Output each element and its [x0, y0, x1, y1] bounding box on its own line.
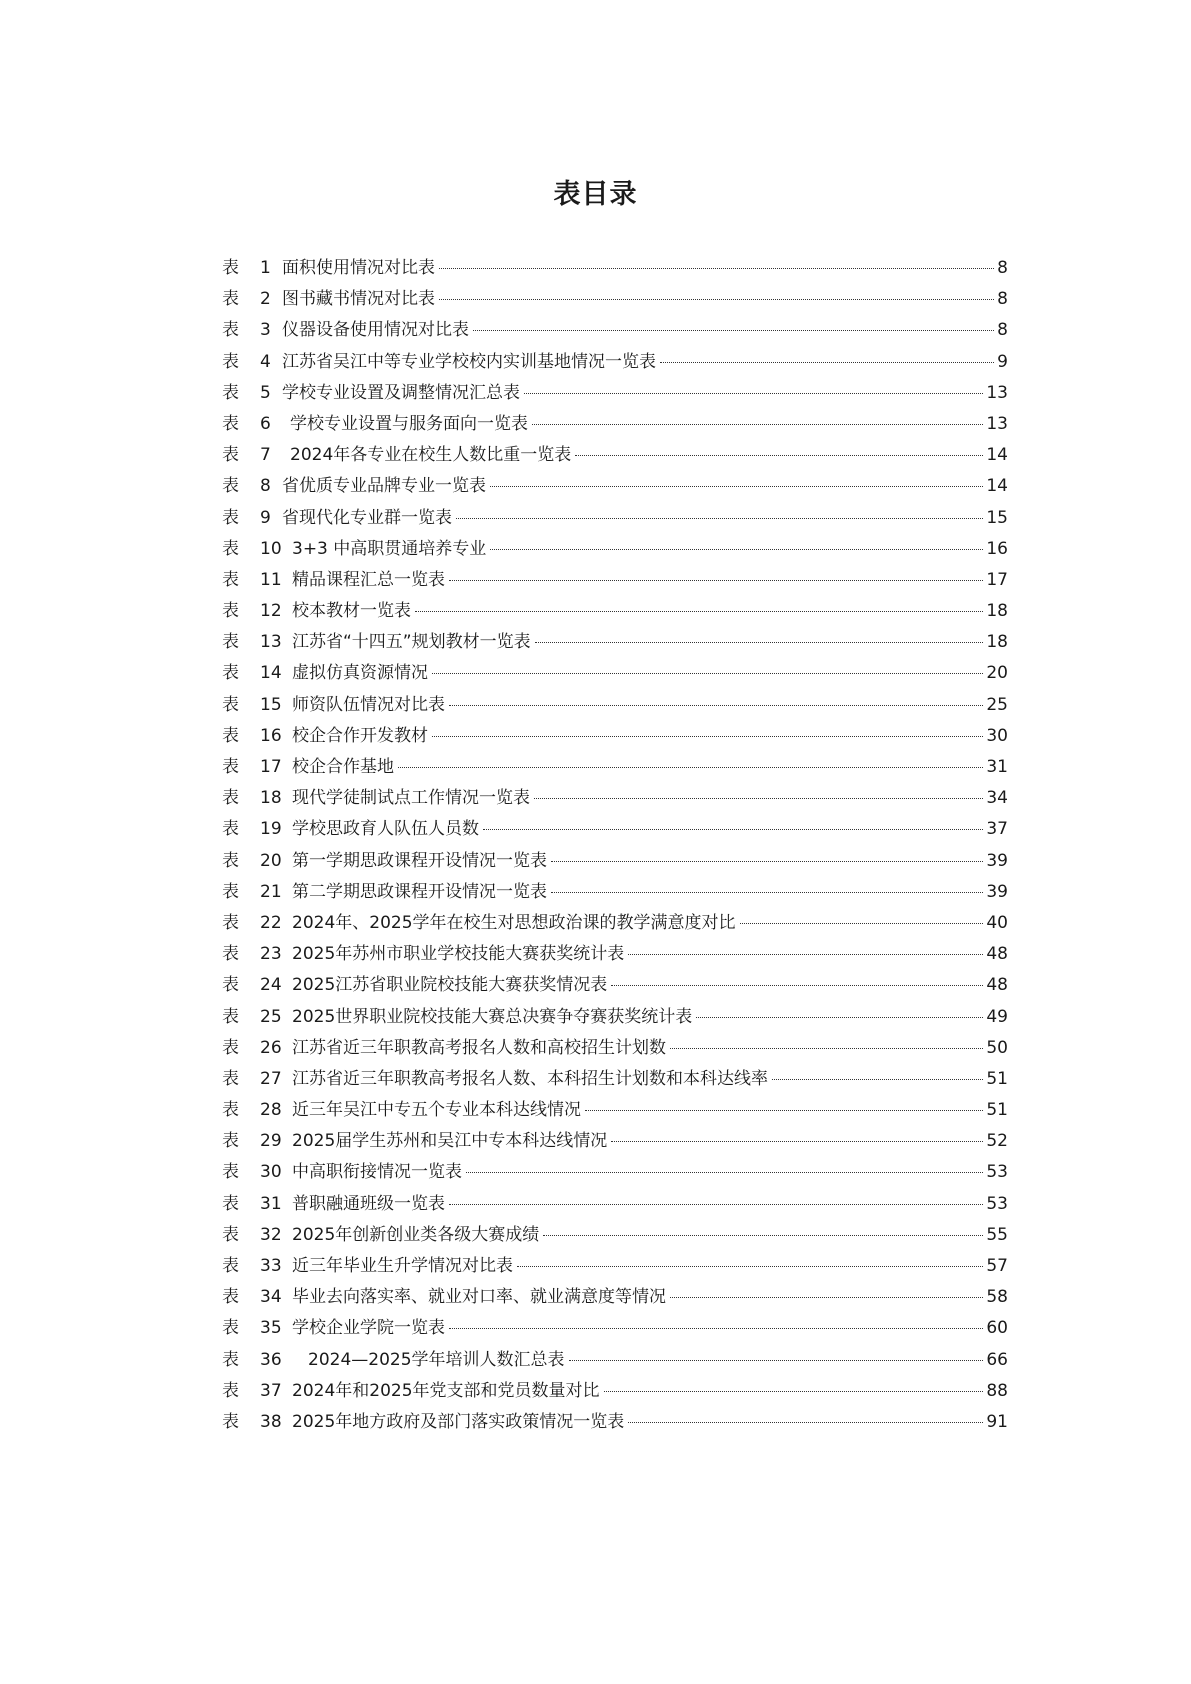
dot-leader: [772, 1079, 983, 1080]
entry-title: 师资队伍情况对比表: [292, 694, 445, 715]
dot-leader: [534, 798, 983, 799]
dot-leader: [611, 1141, 983, 1142]
entry-number: 24: [260, 975, 282, 996]
entry-label: [222, 382, 282, 404]
dot-leader: [490, 549, 983, 550]
entry-label: [222, 1224, 292, 1246]
entry-number: 32: [260, 1224, 282, 1245]
entry-prefix: 表: [222, 382, 239, 403]
entry-number: 36: [260, 1349, 282, 1370]
dot-leader: [604, 1391, 984, 1392]
entry-title: 2025江苏省职业院校技能大赛获奖情况表: [292, 975, 608, 996]
entry-title: 毕业去向落实率、就业对口率、就业满意度等情况: [292, 1287, 666, 1308]
entry-title: 面积使用情况对比表: [282, 258, 435, 278]
entry-title: 2025年地方政府及部门落实政策情况一览表: [292, 1411, 625, 1432]
dot-leader: [696, 1017, 983, 1018]
entry-label: [222, 912, 292, 934]
entry-label: [222, 1006, 292, 1028]
entry-number: 16: [260, 725, 282, 746]
entry-number: 20: [260, 850, 282, 871]
dot-leader: [660, 362, 994, 363]
entry-prefix: 表: [222, 413, 239, 434]
entry-number: 18: [260, 788, 282, 809]
entry-label: [222, 319, 282, 341]
entry-number: 22: [260, 912, 282, 933]
entry-prefix: 表: [222, 1349, 239, 1370]
entry-page-number: 88: [986, 1380, 1008, 1401]
entry-prefix: 表: [222, 1068, 239, 1089]
entry-title: 江苏省“十四五”规划教材一览表: [292, 632, 531, 653]
entry-title: 学校专业设置与服务面向一览表: [290, 413, 528, 434]
toc-entry[interactable]: [222, 818, 1008, 849]
toc-entry[interactable]: [222, 351, 1008, 382]
dot-leader: [449, 580, 983, 581]
entry-prefix: 表: [222, 788, 239, 809]
entry-label: [222, 631, 292, 653]
entry-number: 26: [260, 1037, 282, 1058]
entry-number: 15: [260, 694, 282, 715]
entry-page-number: 51: [986, 1100, 1008, 1121]
dot-leader: [569, 1360, 984, 1361]
toc-entry[interactable]: [222, 1099, 1008, 1130]
dot-leader: [449, 1328, 983, 1329]
entry-label: [222, 600, 292, 622]
entry-label: [222, 1130, 292, 1152]
entry-prefix: 表: [222, 320, 239, 341]
dot-leader: [456, 518, 983, 519]
entry-prefix: 表: [222, 351, 239, 372]
toc-entry[interactable]: [222, 912, 1008, 943]
entry-page-number: 34: [986, 788, 1008, 809]
entry-title: 2024年和2025年党支部和党员数量对比: [292, 1380, 600, 1401]
entry-page-number: 55: [986, 1224, 1008, 1245]
entry-number: 21: [260, 881, 282, 902]
dot-leader: [575, 455, 983, 456]
entry-prefix: 表: [222, 1100, 239, 1121]
entry-title: 第二学期思政课程开设情况一览表: [292, 881, 547, 902]
toc-entry[interactable]: [222, 1068, 1008, 1099]
dot-leader: [670, 1297, 983, 1298]
entry-label: [222, 1255, 292, 1277]
entry-title: 图书藏书情况对比表: [282, 289, 435, 310]
entry-page-number: 48: [986, 944, 1008, 965]
dot-leader: [524, 393, 983, 394]
entry-prefix: 表: [222, 757, 239, 777]
entry-page-number: 18: [986, 632, 1008, 653]
toc-entry[interactable]: [222, 787, 1008, 818]
entry-page-number: 8: [997, 258, 1008, 278]
entry-title: 2025年苏州市职业学校技能大赛获奖统计表: [292, 944, 625, 965]
toc-entry[interactable]: [222, 1006, 1008, 1037]
entry-number: 34: [260, 1287, 282, 1308]
entry-page-number: 39: [986, 850, 1008, 871]
toc-entry[interactable]: [222, 1286, 1008, 1317]
entry-label: [222, 725, 292, 747]
entry-label: [222, 475, 282, 497]
entry-number: 3: [260, 320, 271, 341]
toc-entry[interactable]: [222, 881, 1008, 912]
entry-number: 28: [260, 1100, 282, 1121]
entry-label: [222, 881, 292, 903]
entry-title: 江苏省吴江中等专业学校校内实训基地情况一览表: [282, 351, 656, 372]
entry-number: 4: [260, 351, 271, 372]
entry-prefix: 表: [222, 725, 239, 746]
entry-prefix: 表: [222, 632, 239, 653]
toc-entry[interactable]: [222, 725, 1008, 756]
toc-entry[interactable]: [222, 475, 1008, 506]
entry-title: 学校专业设置及调整情况汇总表: [282, 382, 520, 403]
toc-entry[interactable]: [222, 444, 1008, 475]
entry-title: 江苏省近三年职教高考报名人数和高校招生计划数: [292, 1037, 666, 1058]
entry-number: 1: [260, 258, 271, 278]
toc-entry[interactable]: [222, 257, 1008, 288]
entry-prefix: 表: [222, 881, 239, 902]
dot-leader: [439, 299, 994, 300]
dot-leader: [628, 1422, 983, 1423]
dot-leader: [740, 923, 984, 924]
entry-prefix: 表: [222, 694, 239, 715]
toc-entry[interactable]: [222, 288, 1008, 319]
entry-title: 精品课程汇总一览表: [292, 569, 445, 590]
entry-page-number: 39: [986, 881, 1008, 902]
entry-title: 2025世界职业院校技能大赛总决赛争夺赛获奖统计表: [292, 1006, 693, 1027]
dot-leader: [415, 611, 983, 612]
page-title: 表目录: [553, 179, 638, 210]
entry-page-number: 14: [986, 476, 1008, 497]
entry-prefix: 表: [222, 1037, 239, 1058]
entry-number: 30: [260, 1162, 282, 1183]
toc-entry[interactable]: [222, 850, 1008, 881]
entry-prefix: 表: [222, 944, 239, 965]
dot-leader: [466, 1172, 983, 1173]
entry-number: 38: [260, 1411, 282, 1432]
entry-prefix: 表: [222, 258, 239, 278]
entry-title: 学校思政育人队伍人员数: [292, 819, 479, 840]
entry-prefix: 表: [222, 1318, 239, 1339]
toc-entry[interactable]: [222, 1317, 1008, 1348]
entry-prefix: 表: [222, 1193, 239, 1214]
dot-leader: [551, 861, 983, 862]
entry-prefix: 表: [222, 975, 239, 996]
entry-page-number: 51: [986, 1068, 1008, 1089]
entry-prefix: 表: [222, 445, 239, 466]
entry-title: 校本教材一览表: [292, 601, 411, 622]
dot-leader: [535, 642, 984, 643]
entry-page-number: 15: [986, 507, 1008, 528]
entry-page-number: 13: [986, 382, 1008, 403]
dot-leader: [449, 705, 983, 706]
entry-page-number: 17: [986, 569, 1008, 590]
entry-label: [222, 444, 282, 466]
entry-prefix: 表: [222, 1256, 239, 1276]
entry-title: 仪器设备使用情况对比表: [282, 320, 469, 341]
entry-number: 13: [260, 632, 282, 653]
entry-label: [222, 1286, 292, 1308]
entry-title: 近三年毕业生升学情况对比表: [292, 1256, 513, 1276]
entry-label: [222, 1068, 292, 1090]
entry-title: 普职融通班级一览表: [292, 1193, 445, 1214]
entry-page-number: 13: [986, 413, 1008, 434]
entry-number: 2: [260, 289, 271, 310]
toc-entry[interactable]: [222, 1349, 1008, 1380]
entry-label: [222, 662, 292, 684]
dot-leader: [439, 268, 994, 269]
entry-number: 31: [260, 1193, 282, 1214]
entry-title: 2025届学生苏州和吴江中专本科达线情况: [292, 1131, 608, 1152]
dot-leader: [398, 767, 983, 768]
entry-title: 第一学期思政课程开设情况一览表: [292, 850, 547, 871]
entry-label: [222, 413, 282, 435]
entry-title: 2024—2025学年培训人数汇总表: [308, 1349, 565, 1370]
toc-entry[interactable]: [222, 600, 1008, 631]
dot-leader: [670, 1048, 983, 1049]
entry-label: [222, 569, 292, 591]
entry-page-number: 8: [997, 289, 1008, 310]
entry-title: 学校企业学院一览表: [292, 1318, 445, 1339]
entry-prefix: 表: [222, 850, 239, 871]
entry-label: [222, 1161, 292, 1183]
entry-title: 中高职衔接情况一览表: [292, 1162, 462, 1183]
entry-label: [222, 943, 292, 965]
entry-page-number: 53: [986, 1162, 1008, 1183]
entry-page-number: 37: [986, 819, 1008, 840]
entry-number: 6: [260, 413, 271, 434]
entry-label: [222, 538, 292, 560]
dot-leader: [585, 1110, 983, 1111]
entry-number: 9: [260, 507, 271, 528]
entry-number: 5: [260, 382, 271, 403]
entry-prefix: 表: [222, 1224, 239, 1245]
toc-entry[interactable]: [222, 319, 1008, 350]
entry-page-number: 9: [997, 351, 1008, 372]
entry-title: 2025年创新创业类各级大赛成绩: [292, 1224, 540, 1245]
entry-prefix: 表: [222, 819, 239, 840]
entry-label: [222, 1349, 292, 1371]
entry-page-number: 18: [986, 601, 1008, 622]
entry-prefix: 表: [222, 1162, 239, 1183]
entry-label: [222, 756, 292, 778]
entry-page-number: 91: [986, 1411, 1008, 1432]
dot-leader: [449, 1204, 983, 1205]
dot-leader: [490, 486, 983, 487]
entry-prefix: 表: [222, 912, 239, 933]
toc-entry[interactable]: [222, 1411, 1008, 1442]
entry-title: 江苏省近三年职教高考报名人数、本科招生计划数和本科达线率: [292, 1068, 768, 1089]
entry-prefix: 表: [222, 1380, 239, 1401]
toc-entry[interactable]: [222, 569, 1008, 600]
entry-prefix: 表: [222, 663, 239, 684]
entry-prefix: 表: [222, 569, 239, 590]
entry-prefix: 表: [222, 1411, 239, 1432]
entry-title: 2024年、2025学年在校生对思想政治课的教学满意度对比: [292, 912, 736, 933]
dot-leader: [432, 736, 983, 737]
entry-prefix: 表: [222, 507, 239, 528]
entry-label: [222, 974, 292, 996]
toc-entry[interactable]: [222, 413, 1008, 444]
entry-title: 省优质专业品牌专业一览表: [282, 476, 486, 497]
entry-title: 2024年各专业在校生人数比重一览表: [290, 445, 572, 466]
entry-number: 8: [260, 476, 271, 497]
toc-entry[interactable]: [222, 1224, 1008, 1255]
toc-entry[interactable]: [222, 382, 1008, 413]
entry-number: 19: [260, 819, 282, 840]
entry-page-number: 31: [986, 757, 1008, 777]
entry-label: [222, 1193, 292, 1215]
dot-leader: [628, 954, 983, 955]
entry-label: [222, 850, 292, 872]
toc-entry[interactable]: [222, 507, 1008, 538]
entry-page-number: 14: [986, 445, 1008, 466]
entry-label: [222, 507, 282, 529]
toc-entry[interactable]: [222, 538, 1008, 569]
toc-entry[interactable]: [222, 1380, 1008, 1411]
entry-label: [222, 818, 292, 840]
entry-label: [222, 1099, 292, 1121]
entry-title: 近三年吴江中专五个专业本科达线情况: [292, 1100, 581, 1121]
entry-number: 17: [260, 757, 282, 777]
dot-leader: [551, 892, 983, 893]
entry-label: [222, 694, 292, 716]
entry-label: [222, 351, 282, 373]
entry-page-number: 53: [986, 1193, 1008, 1214]
dot-leader: [483, 829, 983, 830]
entry-number: 10: [260, 538, 282, 559]
entry-title: 校企合作基地: [292, 757, 394, 777]
entry-title: 现代学徒制试点工作情况一览表: [292, 788, 530, 809]
entry-label: [222, 288, 282, 310]
entry-label: [222, 1317, 292, 1339]
entry-number: 14: [260, 663, 282, 684]
entry-number: 37: [260, 1380, 282, 1401]
entry-number: 23: [260, 944, 282, 965]
entry-page-number: 57: [986, 1256, 1008, 1276]
entry-label: [222, 257, 282, 279]
toc-entry[interactable]: [222, 694, 1008, 725]
entry-page-number: 50: [986, 1037, 1008, 1058]
entry-page-number: 48: [986, 975, 1008, 996]
entry-label: [222, 1411, 292, 1433]
dot-leader: [611, 985, 983, 986]
toc-entry[interactable]: [222, 974, 1008, 1005]
entry-number: 12: [260, 601, 282, 622]
entry-prefix: 表: [222, 476, 239, 497]
entry-number: 25: [260, 1006, 282, 1027]
table-of-contents: [222, 257, 1008, 1442]
toc-entry[interactable]: [222, 631, 1008, 662]
toc-entry[interactable]: [222, 1193, 1008, 1224]
entry-number: 33: [260, 1256, 282, 1276]
dot-leader: [473, 330, 994, 331]
entry-number: 35: [260, 1318, 282, 1339]
toc-entry[interactable]: [222, 756, 1008, 787]
entry-number: 27: [260, 1068, 282, 1089]
entry-page-number: 16: [986, 538, 1008, 559]
entry-label: [222, 1037, 292, 1059]
dot-leader: [532, 424, 983, 425]
entry-page-number: 66: [986, 1349, 1008, 1370]
entry-title: 省现代化专业群一览表: [282, 507, 452, 528]
entry-number: 29: [260, 1131, 282, 1152]
entry-prefix: 表: [222, 601, 239, 622]
entry-number: 11: [260, 569, 282, 590]
entry-page-number: 8: [997, 320, 1008, 341]
entry-prefix: 表: [222, 1006, 239, 1027]
entry-prefix: 表: [222, 289, 239, 310]
entry-title: 3+3 中高职贯通培养专业: [292, 538, 487, 559]
entry-page-number: 25: [986, 694, 1008, 715]
entry-prefix: 表: [222, 1131, 239, 1152]
entry-page-number: 52: [986, 1131, 1008, 1152]
entry-page-number: 20: [986, 663, 1008, 684]
entry-page-number: 30: [986, 725, 1008, 746]
entry-title: 虚拟仿真资源情况: [292, 663, 428, 684]
entry-page-number: 58: [986, 1287, 1008, 1308]
toc-entry[interactable]: [222, 1255, 1008, 1286]
toc-entry[interactable]: [222, 943, 1008, 974]
dot-leader: [517, 1266, 983, 1267]
toc-entry[interactable]: [222, 1130, 1008, 1161]
entry-page-number: 60: [986, 1318, 1008, 1339]
entry-title: 校企合作开发教材: [292, 725, 428, 746]
entry-page-number: 49: [986, 1006, 1008, 1027]
entry-prefix: 表: [222, 538, 239, 559]
toc-entry[interactable]: [222, 662, 1008, 693]
toc-entry[interactable]: [222, 1037, 1008, 1068]
dot-leader: [543, 1235, 983, 1236]
entry-prefix: 表: [222, 1287, 239, 1308]
entry-number: 7: [260, 445, 271, 466]
entry-label: [222, 1380, 292, 1402]
toc-entry[interactable]: [222, 1161, 1008, 1192]
entry-page-number: 40: [986, 912, 1008, 933]
entry-label: [222, 787, 292, 809]
dot-leader: [432, 673, 983, 674]
